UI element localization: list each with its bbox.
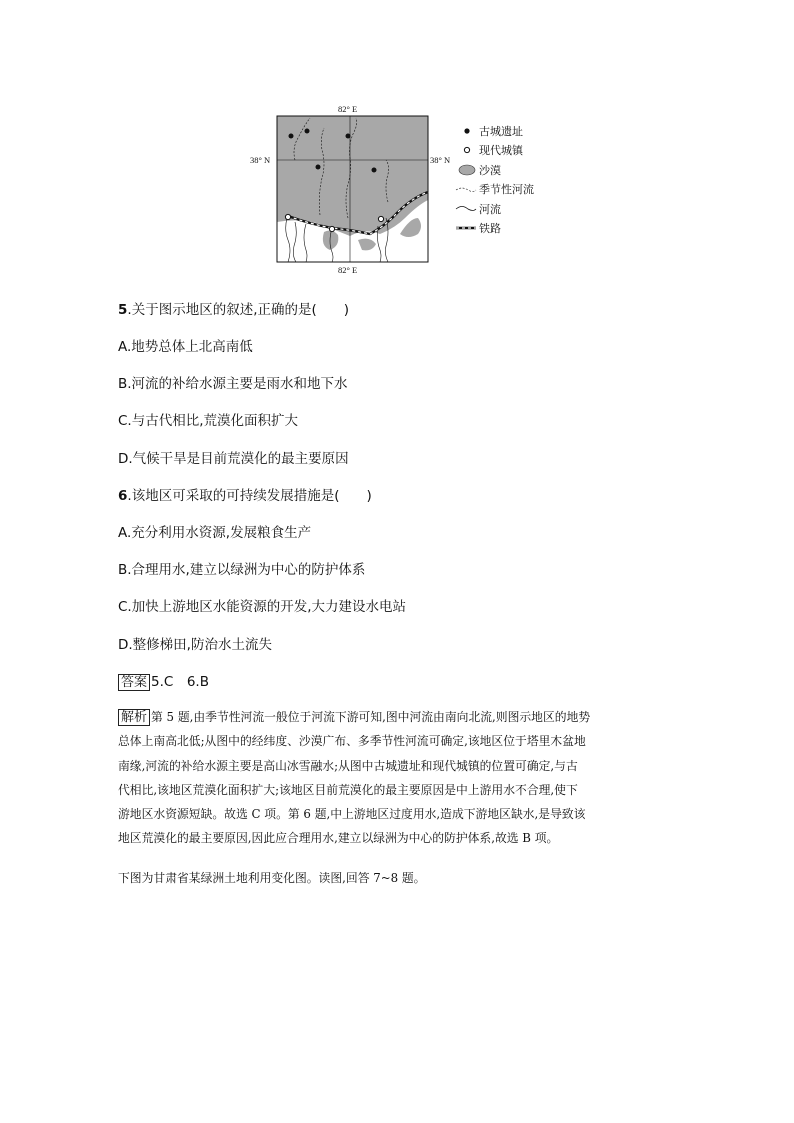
q6-option-d: D.整修梯田,防治水土流失: [118, 637, 272, 653]
question-text: .关于图示地区的叙述,正确的是( ): [127, 302, 350, 318]
legend-label: 现代城镇: [479, 144, 523, 157]
q6-option-b: B.合理用水,建立以绿洲为中心的防护体系: [118, 562, 366, 578]
q6-option-c: C.加快上游地区水能资源的开发,大力建设水电站: [118, 599, 407, 615]
explanation-line: [118, 705, 708, 729]
q5-option-b: B.河流的补给水源主要是雨水和地下水: [118, 376, 348, 392]
explanation-line: 游地区水资源短缺。故选 C 项。第 6 题,中上游地区过度用水,造成下游地区缺水,是导致该: [118, 807, 586, 822]
modern-town: [285, 214, 290, 219]
ancient-city-ruin: [289, 134, 294, 139]
explanation-tag: 解析: [118, 709, 150, 726]
q6-option-a: A.充分利用水资源,发展粮食生产: [118, 525, 312, 541]
ancient-city-ruin: [372, 168, 377, 173]
dashed-line-icon: [456, 188, 476, 192]
question-number: 5: [118, 302, 128, 318]
modern-town: [378, 216, 383, 221]
right-latitude-label: 38° N: [430, 155, 451, 165]
explanation-text: 第 5 题,由季节性河流一般位于河流下游可知,图中河流由南向北流,则图示地区的地势: [151, 710, 591, 724]
ancient-city-ruin: [305, 129, 310, 134]
question-6-stem: [118, 487, 734, 505]
modern-town: [329, 226, 334, 231]
map-svg: [240, 100, 570, 280]
q5-option-d: D.气候干旱是目前荒漠化的最主要原因: [118, 451, 349, 467]
explanation-line: 南缘,河流的补给水源主要是高山冰雪融水;从图中古城遗址和现代城镇的位置可确定,与古: [118, 758, 578, 773]
next-question-intro: 下图为甘肃省某绿洲土地利用变化图。读图,回答 7~8 题。: [118, 871, 426, 885]
answer-text: 5.C 6.B: [151, 674, 209, 690]
filled-dot-icon: [464, 128, 469, 133]
legend-label: 河流: [479, 203, 501, 216]
legend-label: 沙漠: [479, 164, 501, 177]
map-figure: [240, 100, 570, 280]
top-longitude-label: 82° E: [338, 104, 358, 114]
left-latitude-label: 38° N: [250, 155, 271, 165]
answer-tag: 答案: [118, 674, 150, 691]
map-legend: [456, 124, 534, 235]
explanation-line: 总体上南高北低;从图中的经纬度、沙漠广布、多季节性河流可确定,该地区位于塔里木盆地: [118, 734, 586, 749]
q5-option-c: C.与古代相比,荒漠化面积扩大: [118, 413, 299, 429]
question-text: .该地区可采取的可持续发展措施是( ): [127, 488, 372, 504]
ancient-city-ruin: [316, 165, 321, 170]
q5-option-a: A.地势总体上北高南低: [118, 339, 253, 355]
legend-label: 季节性河流: [479, 183, 534, 196]
desert-swatch-icon: [459, 165, 475, 175]
explanation-line: 代相比,该地区荒漠化面积扩大;该地区目前荒漠化的最主要原因是中上游用水不合理,使下: [118, 782, 578, 797]
hollow-dot-icon: [464, 147, 469, 152]
ancient-city-ruin: [346, 134, 351, 139]
answer-row: [118, 673, 734, 691]
question-5-stem: [118, 301, 734, 319]
question-number: 6: [118, 488, 128, 504]
bottom-longitude-label: 82° E: [338, 265, 358, 275]
river-line-icon: [456, 207, 476, 211]
legend-label: 古城遗址: [479, 125, 523, 138]
legend-label: 铁路: [479, 222, 501, 235]
explanation-line: 地区荒漠化的最主要原因,因此应合理用水,建立以绿洲为中心的防护体系,故选 B 项。: [118, 831, 559, 846]
explanation: [118, 705, 708, 851]
